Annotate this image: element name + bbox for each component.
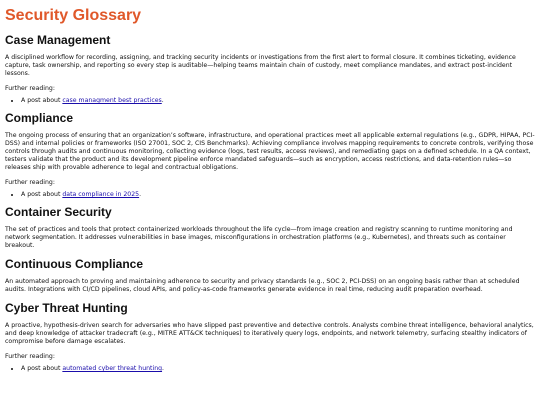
case-management-link[interactable]: case managment best practices [62,97,162,104]
section-heading: Continuous Compliance [5,257,143,271]
further-reading-list [5,97,535,105]
section-heading: Cyber Threat Hunting [5,301,128,315]
section-case-management [5,33,535,105]
section-container-security [5,205,535,250]
section-compliance [5,111,535,199]
section-body: A disciplined workflow for recording, assigning, and tracking security incidents or investigations from the first alert to formal closure. It combines ticketing, evidence capture, task ownership, and reporting so every step is auditable—helping teams maintain chain of custody, meet compliance mandates, and extract post-incident lessons. [5,54,516,77]
section-heading: Case Management [5,33,111,47]
further-reading-list [5,191,535,199]
further-reading-label: Further reading: [5,179,55,186]
data-compliance-link[interactable]: data compliance in 2025 [62,191,140,198]
section-body: The set of practices and tools that protect containerized workloads throughout the life cycle—from image creation and registry scanning to runtime monitoring and network segmentation. It addresses vulnerabilities in base images, misconfigurations in orchestration platforms (e.g., Kubernetes), and threats such as container breakout. [5,226,513,249]
further-reading-label: Further reading: [5,353,55,360]
section-heading: Compliance [5,111,74,125]
section-body: An automated approach to proving and maintaining adherence to security and privacy standards (e.g., SOC 2, PCI-DSS) on an ongoing basis rather than at scheduled audits. Integrations with CI/CD pipelines, cloud APIs, and policy-as-code frameworks generate evidence in real time, reducing audit preparation overhead. [5,278,520,293]
section-heading: Container Security [5,205,112,219]
page-title: Security Glossary [5,7,142,24]
threat-hunting-link[interactable]: automated cyber threat hunting [62,365,163,372]
section-cyber-threat-hunting [5,301,535,373]
list-item: • A post about case managment best practices. [21,97,535,105]
list-item: • A post about automated cyber threat hunting. [21,365,535,373]
list-item: • A post about data compliance in 2025. [21,191,535,199]
section-body: The ongoing process of ensuring that an organization’s software, infrastructure, and operational practices meet all applicable external regulations (e.g., GDPR, HIPAA, PCI-DSS) and internal policies or frameworks (ISO 27001, SOC 2, CIS Benchmarks). Achieving compliance involves mapping requirements to concrete controls, verifying those controls through audits and continuous monitoring, collecting evidence (logs, test results, access reviews), and remediating gaps on a defined schedule. In a QA context, testers validate that the product and its development pipeline enforce mandated safeguards—such as encryption, access restrictions, and data-retention rules—so releases ship with provable adherence to legal and contractual obligations. [5,132,535,171]
further-reading-label: Further reading: [5,85,55,92]
section-continuous-compliance [5,257,535,294]
section-body: A proactive, hypothesis-driven search for adversaries who have slipped past preventive and detective controls. Analysts combine threat intelligence, behavioral analytics, and deep knowledge of attacker tradecraft (e.g., MITRE ATT&CK techniques) to iteratively query logs, endpoints, and network telemetry, surfacing stealthy indicators of compromise before damage escalates. [5,322,534,345]
further-reading-list [5,365,535,373]
